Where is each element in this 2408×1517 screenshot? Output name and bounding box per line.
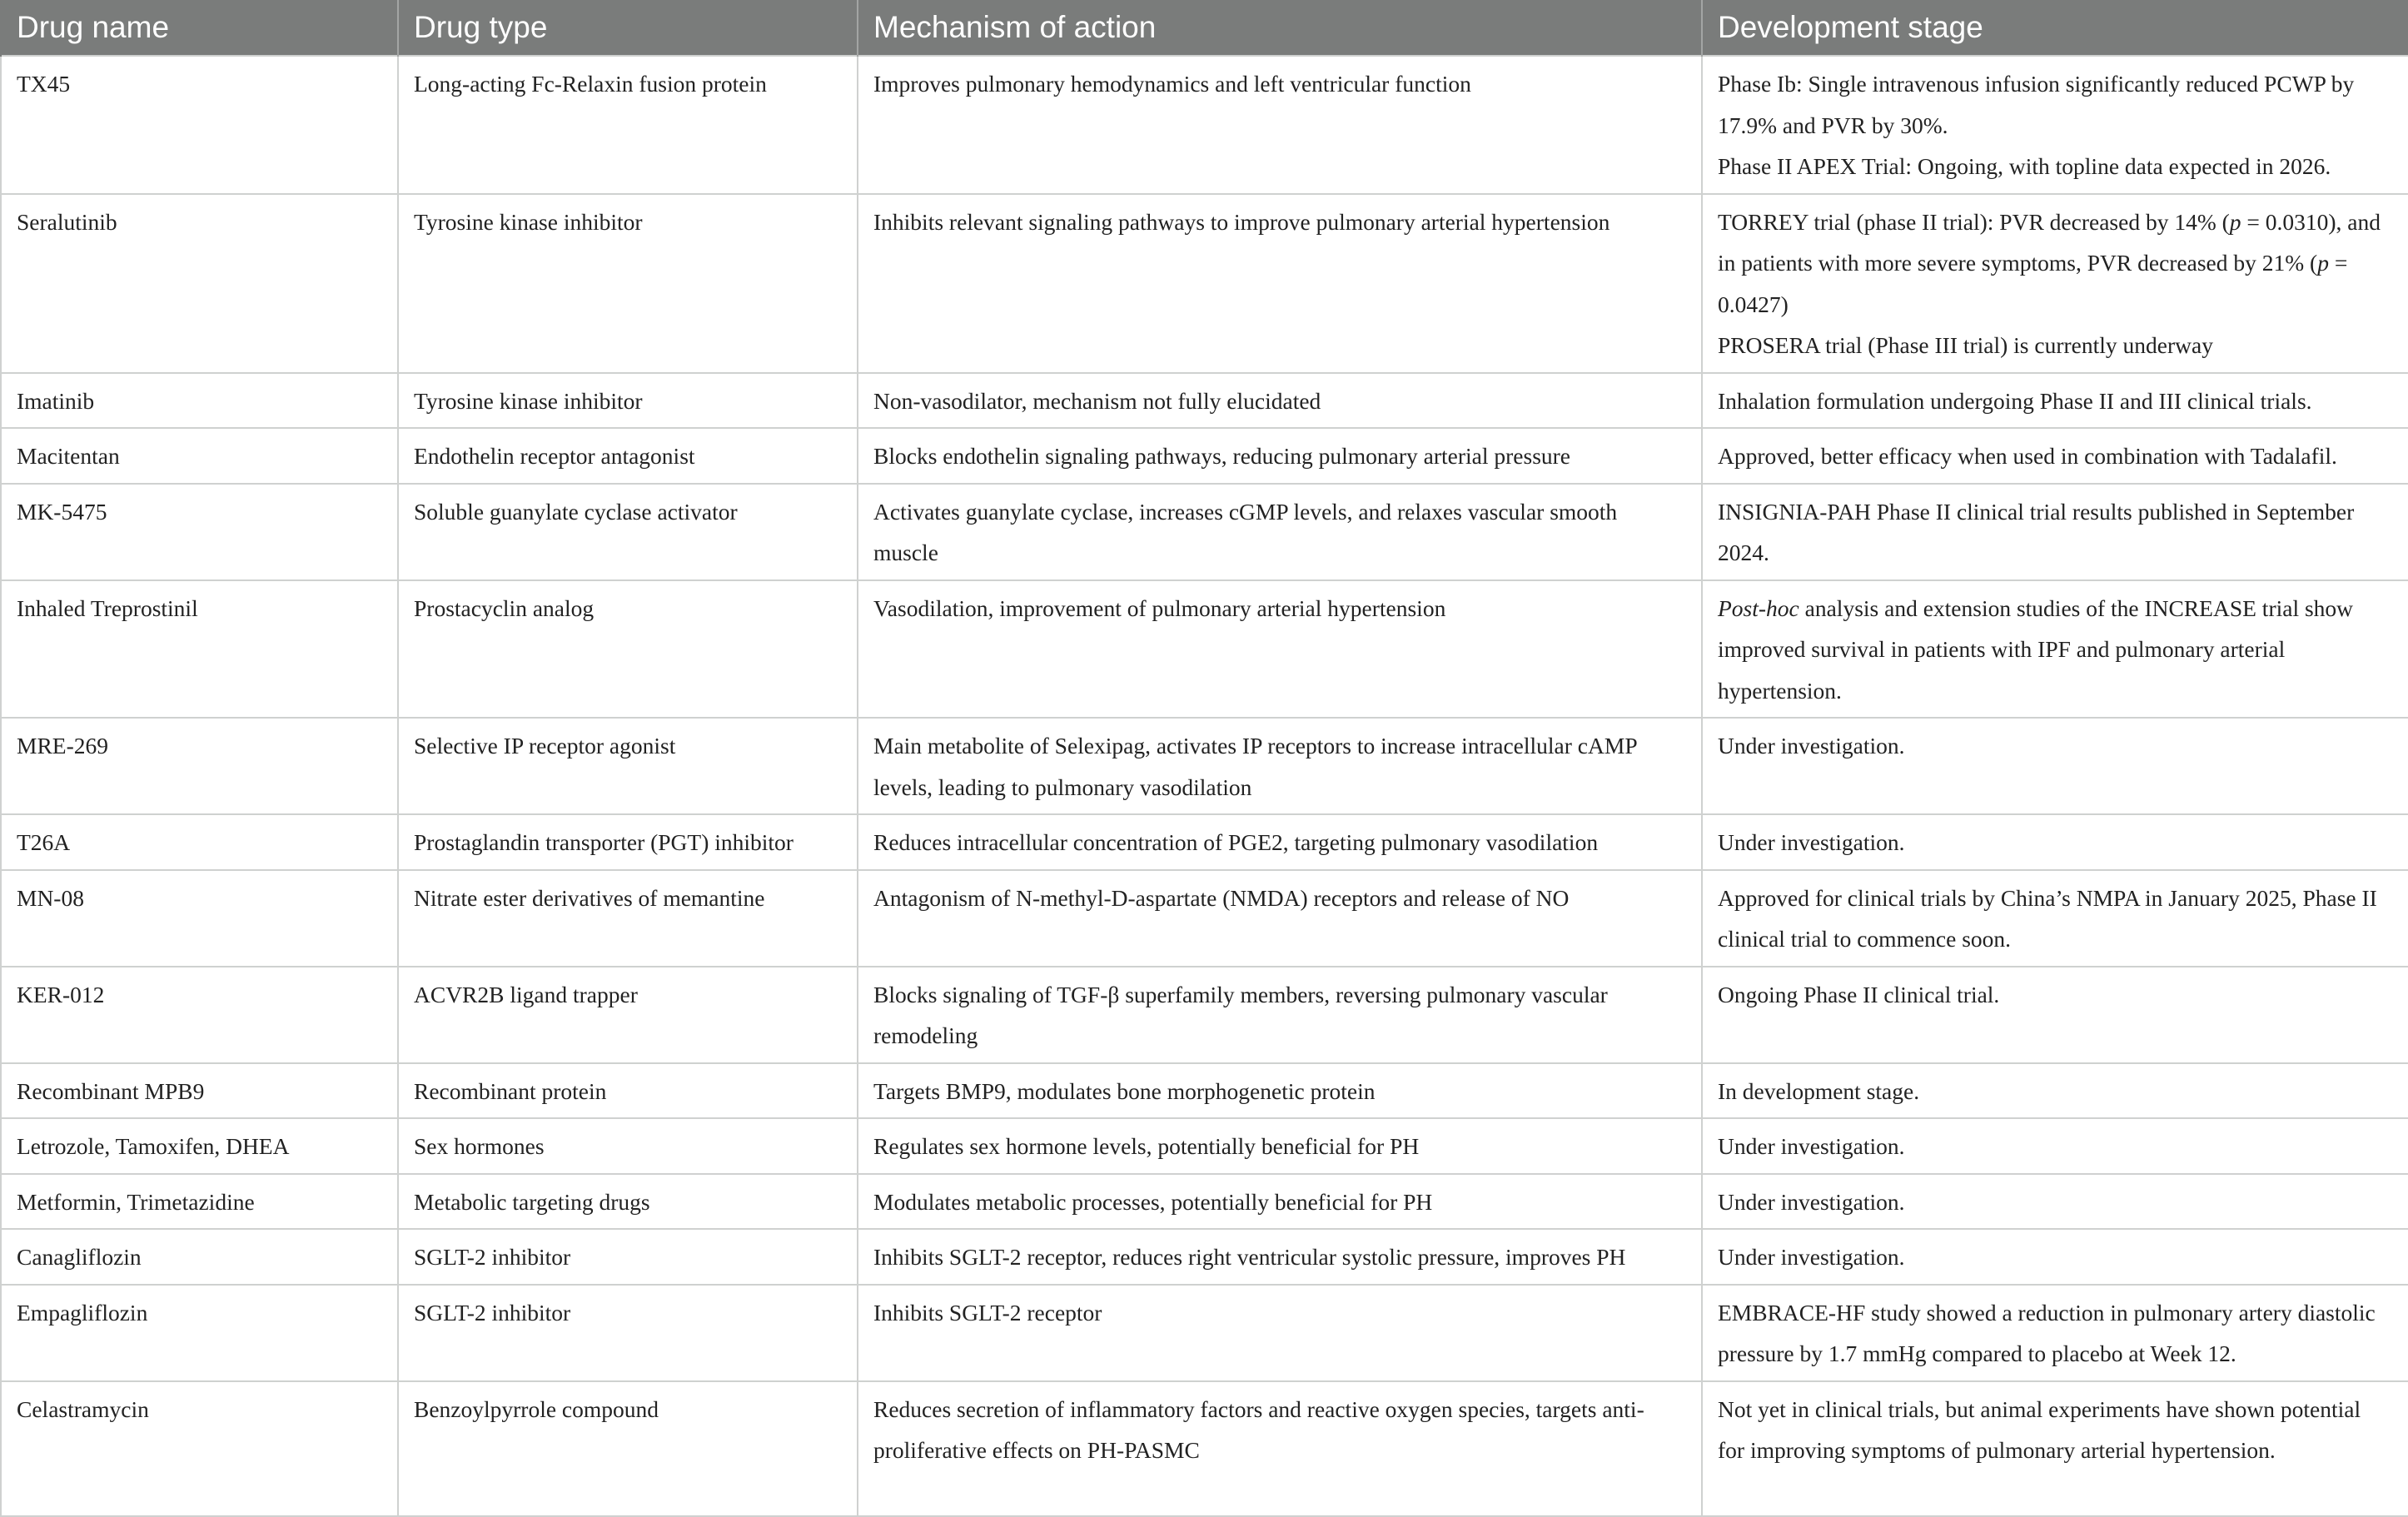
drug-type-cell: Tyrosine kinase inhibitor [398, 373, 858, 429]
table-row [1, 870, 2408, 967]
stage-cell: Approved for clinical trials by China’s NMPA in January 2025, Phase II clinical trial to commence soon. [1702, 870, 2408, 967]
table-row [1, 1063, 2408, 1119]
header-drug-name: Drug name [1, 0, 398, 56]
mechanism-cell: Regulates sex hormone levels, potentially beneficial for PH [858, 1118, 1702, 1174]
stage-line: PROSERA trial (Phase III trial) is currently underway [1718, 332, 2213, 358]
mechanism-cell: Inhibits SGLT-2 receptor [858, 1285, 1702, 1381]
drug-name-cell: Seralutinib [1, 194, 398, 373]
stage-cell: Ongoing Phase II clinical trial. [1702, 967, 2408, 1063]
drug-name-cell: Metformin, Trimetazidine [1, 1174, 398, 1230]
table-row [1, 484, 2408, 580]
mechanism-cell: Targets BMP9, modulates bone morphogenetic protein [858, 1063, 1702, 1119]
stage-cell: Not yet in clinical trials, but animal experiments have shown potential for improving symptoms of pulmonary arterial hypertension. [1702, 1381, 2408, 1516]
drug-name-cell: Inhaled Treprostinil [1, 580, 398, 719]
drug-type-cell: Benzoylpyrrole compound [398, 1381, 858, 1516]
drug-type-cell: Metabolic targeting drugs [398, 1174, 858, 1230]
drug-name-cell: Recombinant MPB9 [1, 1063, 398, 1119]
drug-name-cell: MK-5475 [1, 484, 398, 580]
drug-type-cell: Soluble guanylate cyclase activator [398, 484, 858, 580]
stage-cell: INSIGNIA-PAH Phase II clinical trial results published in September 2024. [1702, 484, 2408, 580]
stage-cell: Under investigation. [1702, 1118, 2408, 1174]
drug-name-cell: Imatinib [1, 373, 398, 429]
drug-name-cell: KER-012 [1, 967, 398, 1063]
table-body [1, 56, 2408, 1516]
header-row [1, 0, 2408, 56]
mechanism-cell: Modulates metabolic processes, potentially beneficial for PH [858, 1174, 1702, 1230]
drug-name-cell: Empagliflozin [1, 1285, 398, 1381]
table-row [1, 718, 2408, 814]
stage-line: Phase II APEX Trial: Ongoing, with topline data expected in 2026. [1718, 153, 2331, 179]
table-row [1, 1229, 2408, 1285]
stage-cell: Under investigation. [1702, 718, 2408, 814]
table-row [1, 56, 2408, 194]
stage-cell [1702, 56, 2408, 194]
drug-type-cell: Prostacyclin analog [398, 580, 858, 719]
mechanism-cell: Reduces intracellular concentration of PGE2, targeting pulmonary vasodilation [858, 814, 1702, 870]
drug-type-cell: Recombinant protein [398, 1063, 858, 1119]
drug-type-cell: SGLT-2 inhibitor [398, 1285, 858, 1381]
table-row [1, 1381, 2408, 1516]
mechanism-cell: Blocks signaling of TGF-β superfamily members, reversing pulmonary vascular remodeling [858, 967, 1702, 1063]
stage-line: TORREY trial (phase II trial): PVR decreased by 14% (p = 0.0310), and in patients with more severe symptoms, PVR decreased by 21% (p = 0.0427) [1718, 208, 2381, 317]
drug-name-cell: MN-08 [1, 870, 398, 967]
stage-cell: Under investigation. [1702, 1229, 2408, 1285]
drug-name-cell: Celastramycin [1, 1381, 398, 1516]
drug-type-cell: Sex hormones [398, 1118, 858, 1174]
mechanism-cell: Activates guanylate cyclase, increases cGMP levels, and relaxes vascular smooth muscle [858, 484, 1702, 580]
mechanism-cell: Non-vasodilator, mechanism not fully elucidated [858, 373, 1702, 429]
table-row [1, 373, 2408, 429]
mechanism-cell: Inhibits relevant signaling pathways to improve pulmonary arterial hypertension [858, 194, 1702, 373]
mechanism-cell: Antagonism of N-methyl-D-aspartate (NMDA) receptors and release of NO [858, 870, 1702, 967]
mechanism-cell: Vasodilation, improvement of pulmonary arterial hypertension [858, 580, 1702, 719]
header-drug-type: Drug type [398, 0, 858, 56]
drug-type-cell: Tyrosine kinase inhibitor [398, 194, 858, 373]
drug-name-cell: Macitentan [1, 428, 398, 484]
table-row [1, 1285, 2408, 1381]
stage-cell: In development stage. [1702, 1063, 2408, 1119]
drug-type-cell: ACVR2B ligand trapper [398, 967, 858, 1063]
stage-cell: Inhalation formulation undergoing Phase II and III clinical trials. [1702, 373, 2408, 429]
drug-name-cell: MRE-269 [1, 718, 398, 814]
table-row [1, 1174, 2408, 1230]
table-row [1, 194, 2408, 373]
table-row [1, 967, 2408, 1063]
table-row [1, 580, 2408, 719]
table-header [1, 0, 2408, 56]
stage-cell: Under investigation. [1702, 814, 2408, 870]
header-mechanism: Mechanism of action [858, 0, 1702, 56]
stage-cell [1702, 194, 2408, 373]
stage-cell: Post-hoc analysis and extension studies of the INCREASE trial show improved survival in patients with IPF and pulmonary arterial hypertension. [1702, 580, 2408, 719]
drug-name-cell: TX45 [1, 56, 398, 194]
drug-name-cell: Canagliflozin [1, 1229, 398, 1285]
drug-type-cell: Long-acting Fc-Relaxin fusion protein [398, 56, 858, 194]
table-row [1, 814, 2408, 870]
drug-type-cell: Prostaglandin transporter (PGT) inhibitor [398, 814, 858, 870]
header-development-stage: Development stage [1702, 0, 2408, 56]
mechanism-cell: Blocks endothelin signaling pathways, reducing pulmonary arterial pressure [858, 428, 1702, 484]
drug-name-cell: Letrozole, Tamoxifen, DHEA [1, 1118, 398, 1174]
drug-type-cell: Endothelin receptor antagonist [398, 428, 858, 484]
stage-cell: EMBRACE-HF study showed a reduction in pulmonary artery diastolic pressure by 1.7 mmHg compared to placebo at Week 12. [1702, 1285, 2408, 1381]
drug-name-cell: T26A [1, 814, 398, 870]
mechanism-cell: Inhibits SGLT-2 receptor, reduces right ventricular systolic pressure, improves PH [858, 1229, 1702, 1285]
table-row [1, 1118, 2408, 1174]
drug-type-cell: Nitrate ester derivatives of memantine [398, 870, 858, 967]
mechanism-cell: Improves pulmonary hemodynamics and left ventricular function [858, 56, 1702, 194]
stage-line: Phase Ib: Single intravenous infusion significantly reduced PCWP by 17.9% and PVR by 30%. [1718, 71, 2355, 138]
stage-cell: Approved, better efficacy when used in combination with Tadalafil. [1702, 428, 2408, 484]
drug-type-cell: Selective IP receptor agonist [398, 718, 858, 814]
mechanism-cell: Main metabolite of Selexipag, activates IP receptors to increase intracellular cAMP levels, leading to pulmonary vasodilation [858, 718, 1702, 814]
stage-cell: Under investigation. [1702, 1174, 2408, 1230]
drug-type-cell: SGLT-2 inhibitor [398, 1229, 858, 1285]
table-row [1, 428, 2408, 484]
mechanism-cell: Reduces secretion of inflammatory factors and reactive oxygen species, targets anti-proliferative effects on PH-PASMC [858, 1381, 1702, 1516]
